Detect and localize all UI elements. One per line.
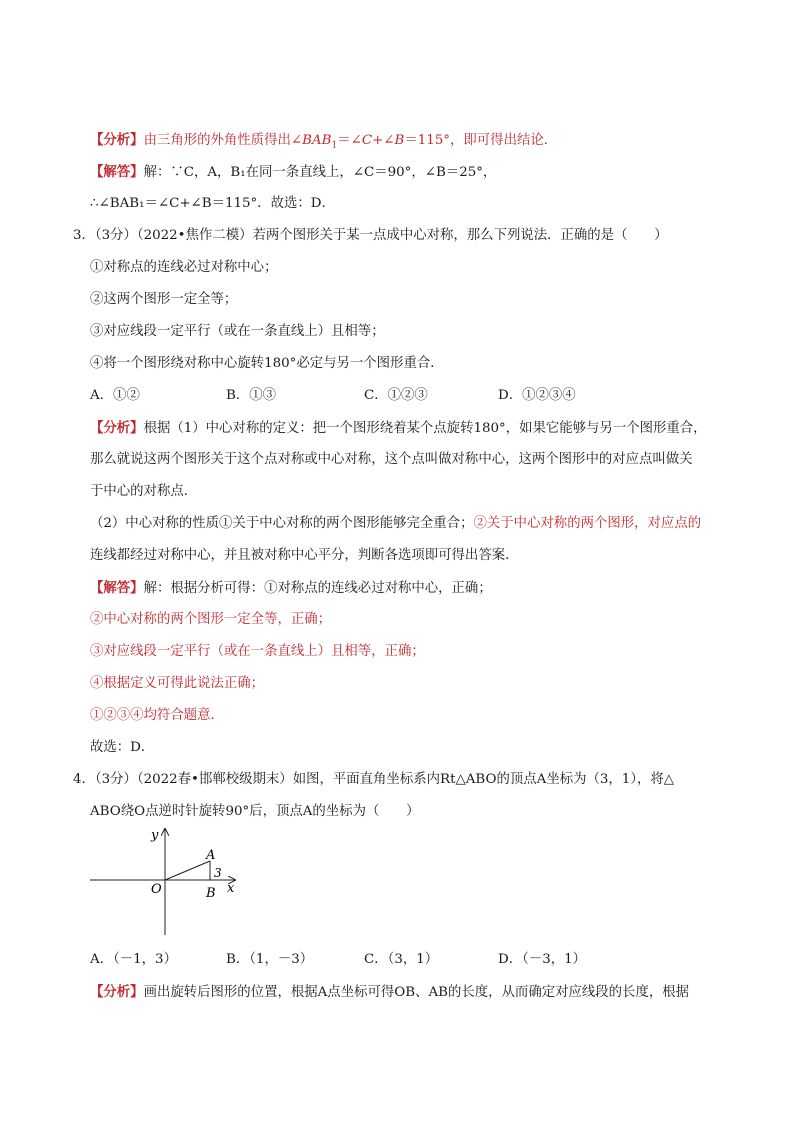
question-3-stem: 3．（3分）（2022•焦作二模）若两个图形关于某一点成中心对称，那么下列说法．正确的是（ ） xyxy=(73,228,668,243)
analysis-tag: 【分析】 xyxy=(90,132,144,148)
point-b-label: B xyxy=(206,886,216,901)
q3-answer-line-2: ②中心对称的两个图形一定全等，正确； xyxy=(90,612,332,627)
statement-3: ③对应线段一定平行（或在一条直线上）且相等； xyxy=(90,324,385,339)
option-d: D．①②③④ xyxy=(498,388,576,403)
side-length-label: 3 xyxy=(214,866,222,880)
statement-1: ①对称点的连线必过对称中心； xyxy=(90,260,278,275)
answer-tag: 【解答】 xyxy=(90,164,144,180)
analysis-text: 由三角形的外角性质得出$\angle BAB_1=\angle C+\angle B=115^\circ$，即可得出结论． xyxy=(143,133,558,151)
question-4-stem-1: 4．（3分）（2022春•邯郸校级期末）如图，平面直角坐标系内Rt△ABO的顶点A坐标为（3，1），将△ xyxy=(73,772,675,787)
q3-answer-line-6: 故选：D． xyxy=(90,740,155,755)
q3-answer-line-4: ④根据定义可得此说法正确； xyxy=(90,676,265,691)
option-c: C．①②③ xyxy=(364,388,428,403)
point-a-label: A xyxy=(206,848,216,863)
coordinate-figure xyxy=(85,825,255,940)
answer-line-q2-2: ∴∠BAB₁＝∠C+∠B＝115°．故选：D． xyxy=(90,196,335,211)
answer-tag: 【解答】 xyxy=(90,580,144,596)
option-c: C．（3，1） xyxy=(364,952,439,967)
q4-analysis-line-1: 【分析】画出旋转后图形的位置，根据A点坐标可得OB、AB的长度，从而确定对应线段的长度，根据 xyxy=(90,984,690,1000)
analysis-tag: 【分析】 xyxy=(90,420,144,436)
q3-analysis-line-2: 那么就说这两个图形关于这个点对称或中心对称，这个点叫做对称中心，这两个图形中的对应点叫做关 xyxy=(90,452,693,467)
question-4-stem-2: ABO绕O点逆时针旋转90°后，顶点A的坐标为（ ） xyxy=(90,804,420,819)
origin-label: O xyxy=(151,882,162,897)
q3-analysis-line-4: （2）中心对称的性质①关于中心对称的两个图形能够完全重合；②关于中心对称的两个图形，对应点的 xyxy=(90,516,702,531)
option-b: B．①③ xyxy=(226,388,277,403)
analysis-line-q2 xyxy=(90,130,557,156)
q3-answer-line-5: ①②③④均符合题意． xyxy=(90,708,224,723)
option-b: B．（1，－3） xyxy=(226,952,314,967)
option-a: A．（－1，3） xyxy=(90,952,177,967)
statement-2: ②这两个图形一定全等； xyxy=(90,292,238,307)
answer-line-q2 xyxy=(90,162,496,183)
segment-oa xyxy=(165,861,210,880)
option-a: A．①② xyxy=(90,388,140,403)
q3-analysis-line-3: 于中心的对称点． xyxy=(90,484,198,499)
analysis-tag: 【分析】 xyxy=(90,984,144,1000)
q3-analysis-line-5: 连线都经过对称中心，并且被对称中心平分，判断各选项即可得出答案． xyxy=(90,548,519,563)
answer-text: 解：∵C，A，B₁在同一条直线上，∠C＝90°，∠B＝25°， xyxy=(143,165,497,180)
option-d: D．（－3，1） xyxy=(498,952,587,967)
q3-answer-line-3: ③对应线段一定平行（或在一条直线上）且相等，正确； xyxy=(90,644,425,659)
x-axis-label: x xyxy=(227,881,235,896)
q3-analysis-line-1: 【分析】根据（1）中心对称的定义：把一个图形绕着某个点旋转180°，如果它能够与另一个图形重合， xyxy=(90,420,707,436)
q3-answer-line-1: 【解答】解：根据分析可得：①对称点的连线必过对称中心，正确； xyxy=(90,580,492,596)
statement-4: ④将一个图形绕对称中心旋转180°必定与另一个图形重合． xyxy=(90,356,444,371)
y-axis-label: y xyxy=(151,828,159,843)
